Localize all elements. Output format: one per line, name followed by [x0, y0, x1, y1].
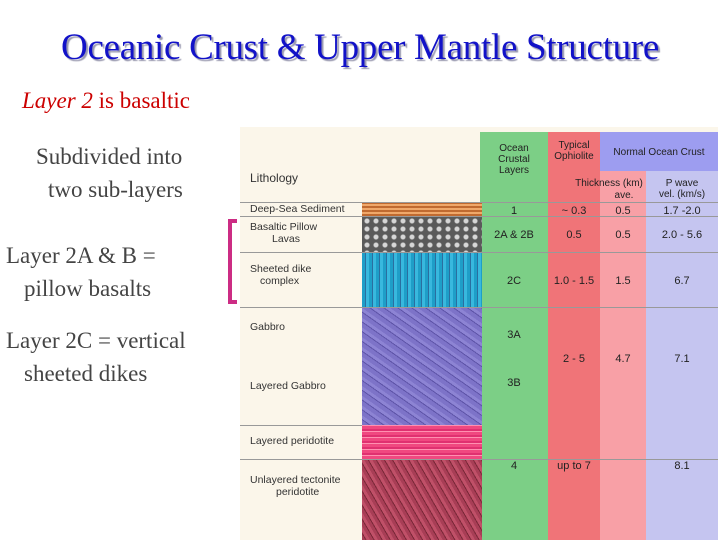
cell-layer: 2C — [506, 275, 522, 287]
pink-bracket — [228, 219, 237, 304]
label-layered-peridotite: Layered peridotite — [250, 435, 335, 447]
cell-ophiolite: 2 - 5 — [562, 353, 585, 365]
bullet-layer-2ab — [6, 239, 156, 305]
row-divider — [240, 307, 718, 308]
subtitle-rest: is basaltic — [92, 88, 191, 113]
cell-layer: 3A — [507, 329, 521, 341]
tectonite-peridotite-band — [362, 459, 482, 540]
bullet-line: sheeted dikes — [24, 361, 148, 386]
header-normal-ocean-crust: Normal Ocean Crust — [613, 147, 705, 158]
cell-ave: 0.5 — [615, 205, 631, 217]
cell-pwave: 1.7 -2.0 — [663, 205, 701, 217]
bullet-layer-2c — [6, 324, 186, 390]
cell-pwave: 8.1 — [674, 460, 690, 472]
header-ocean-layers — [480, 143, 548, 176]
label-sheeted-dike — [250, 263, 311, 287]
bullet-line: Subdivided into — [36, 144, 183, 169]
cell-layer: 3B — [507, 377, 521, 389]
label-line: Basaltic Pillow — [250, 221, 318, 233]
label-gabbro: Gabbro — [250, 321, 286, 333]
cell-ave: 1.5 — [615, 275, 631, 287]
bullet-line: two sub-layers — [48, 177, 183, 202]
cell-ophiolite: up to 7 — [557, 460, 591, 472]
subtitle-emphasis: Layer 2 — [22, 88, 93, 113]
cell-layer: 2A & 2B — [494, 229, 534, 241]
header-thickness: Thickness (km) — [575, 178, 643, 189]
cell-ophiolite: 1.0 - 1.5 — [553, 275, 595, 287]
header-line: vel. (km/s) — [658, 189, 706, 200]
sheeted-dike-band — [362, 252, 482, 307]
subtitle — [22, 88, 190, 114]
row-divider — [240, 425, 362, 426]
header-ave: ave. — [614, 190, 634, 201]
ophiolite-column — [548, 132, 600, 540]
label-tectonite-peridotite — [250, 474, 340, 498]
header-typical-ophiolite — [548, 140, 600, 162]
label-line: complex — [260, 275, 300, 287]
label-deep-sea-sediment: Deep-Sea Sediment — [250, 203, 345, 215]
label-line: Lavas — [272, 233, 301, 245]
cell-pwave: 7.1 — [674, 353, 690, 365]
header-line: Layers — [498, 165, 529, 176]
cell-ave: 4.7 — [615, 353, 631, 365]
lithology-heading: Lithology — [250, 171, 299, 185]
slide-title: Oceanic Crust & Upper Mantle Structure — [61, 27, 659, 68]
row-divider — [240, 252, 718, 253]
crust-structure-figure — [240, 127, 718, 540]
pillow-lava-band — [362, 216, 482, 252]
header-line: Ophiolite — [554, 151, 594, 162]
cell-ave: 0.5 — [615, 229, 631, 241]
cell-pwave: 6.7 — [674, 275, 690, 287]
cell-layer: 4 — [510, 460, 518, 472]
bullet-line: Layer 2A & B = — [6, 243, 156, 268]
label-line: peridotite — [276, 486, 320, 498]
bullet-line: Layer 2C = vertical — [6, 328, 186, 353]
header-line: Typical — [558, 140, 590, 151]
header-line: Crustal — [498, 154, 530, 165]
gabbro-band — [362, 307, 482, 425]
label-pillow-lavas — [250, 221, 317, 245]
cell-layer: 1 — [510, 205, 518, 217]
label-line: Sheeted dike — [250, 263, 312, 275]
cell-ophiolite: 0.5 — [566, 229, 582, 241]
cell-pwave: 2.0 - 5.6 — [661, 229, 703, 241]
sediment-band — [362, 202, 482, 216]
header-line: Ocean — [499, 143, 529, 154]
bullet-line: pillow basalts — [24, 276, 152, 301]
cell-ophiolite: ~ 0.3 — [561, 205, 587, 217]
label-line: Unlayered tectonite — [250, 474, 341, 486]
header-line: P wave — [665, 178, 699, 189]
bullet-subdivided — [36, 140, 183, 206]
label-layered-gabbro: Layered Gabbro — [250, 380, 326, 392]
header-p-wave — [646, 178, 718, 200]
layered-peridotite-band — [362, 425, 482, 459]
